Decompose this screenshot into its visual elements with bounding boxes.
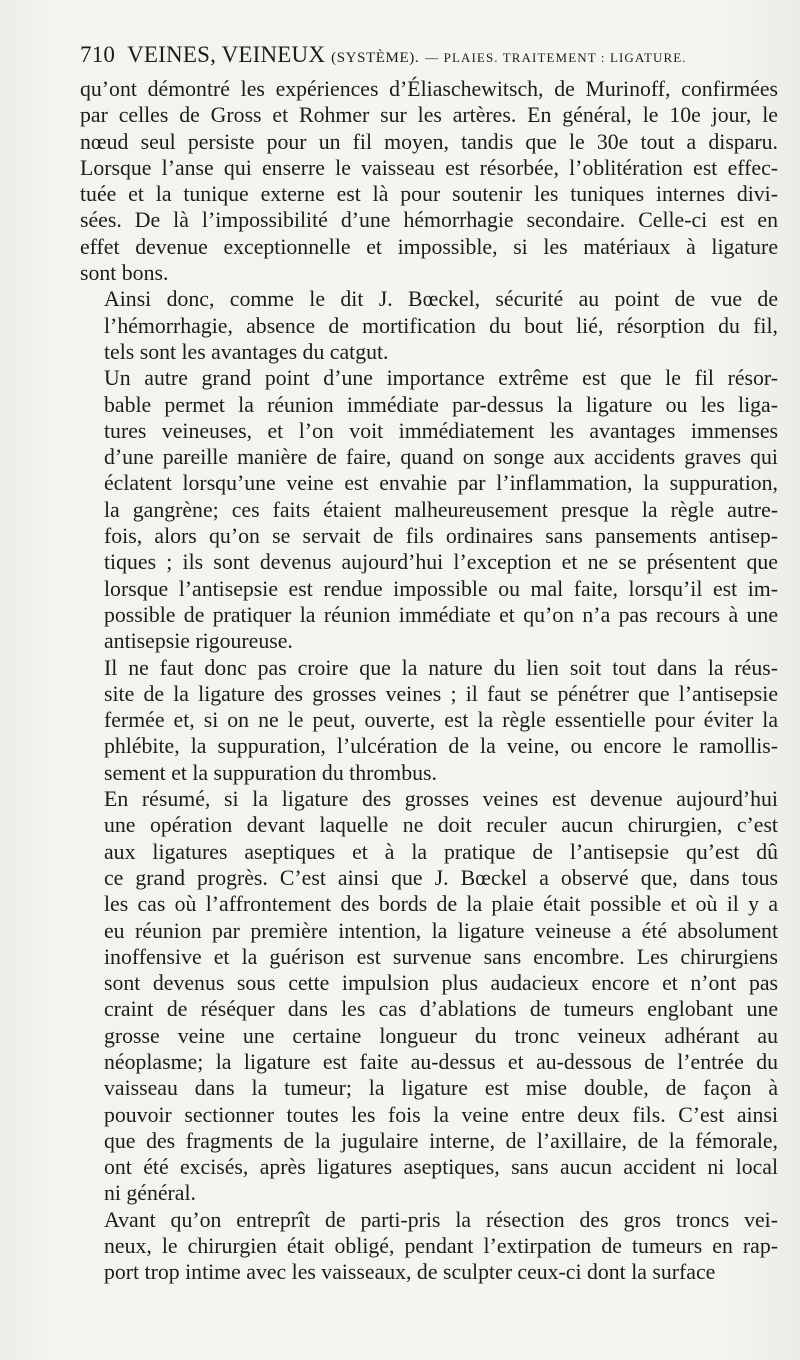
paragraph <box>80 786 778 1207</box>
text-line: phlébite, la suppuration, l’ulcération de la veine, ou encore le ramollis- <box>104 734 778 759</box>
body-text <box>80 76 778 1286</box>
text-line: tuée et la tunique externe est là pour soutenir les tuniques internes divi- <box>80 182 778 207</box>
text-line: bable permet la réunion immédiate par-dessus la ligature ou les liga- <box>104 392 778 417</box>
text-line: Lorsque l’anse qui enserre le vaisseau est résorbée, l’oblitération est effec- <box>80 155 778 180</box>
text-line: Il ne faut donc pas croire que la nature du lien soit tout dans la réus- <box>104 655 778 680</box>
text-line: En résumé, si la ligature des grosses veines est devenue aujourd’hui <box>104 787 778 812</box>
text-line: grosse veine une certaine longueur du tronc veineux adhérant au <box>104 1023 778 1048</box>
text-line: sées. De là l’impossibilité d’une hémorrhagie secondaire. Celle-ci est en <box>80 208 778 233</box>
text-line: d’une pareille manière de faire, quand on songe aux accidents graves qui <box>104 445 778 470</box>
text-line: tels sont les avantages du catgut. <box>104 339 389 364</box>
text-line: pouvoir sectionner toutes les fois la veine entre deux fils. C’est ainsi <box>104 1102 778 1127</box>
text-line: sont devenus sous cette impulsion plus audacieux encore et n’ont pas <box>104 971 778 996</box>
text-line: ce grand progrès. C’est ainsi que J. Bœckel a observé que, dans tous <box>104 865 778 890</box>
text-line: Ainsi donc, comme le dit J. Bœckel, sécurité au point de vue de <box>104 287 778 312</box>
text-line: craint de réséquer dans les cas d’ablations de tumeurs englobant une <box>104 997 778 1022</box>
text-line: antisepsie rigoureuse. <box>104 629 293 654</box>
text-line: éclatent lorsqu’une veine est envahie par l’inflammation, la suppuration, <box>104 471 778 496</box>
text-line: qu’ont démontré les expériences d’Éliaschewitsch, de Murinoff, confirmées <box>80 77 778 101</box>
paragraph <box>80 286 778 365</box>
text-line: sement et la suppuration du thrombus. <box>104 760 437 785</box>
text-line: lorsque l’antisepsie est rendue impossible ou mal faite, lorsqu’il est im- <box>104 576 778 601</box>
text-line: neux, le chirurgien était obligé, pendant l’extirpation de tumeurs en rap- <box>104 1234 778 1259</box>
text-line: eu réunion par première intention, la ligature veineuse a été absolument <box>104 918 778 943</box>
text-line: néoplasme; la ligature est faite au-dessus et au-dessous de l’entrée du <box>104 1049 778 1074</box>
text-line: tures veineuses, et l’on voit immédiatement les avantages immenses <box>104 418 778 443</box>
text-line: la gangrène; ces faits étaient malheureusement presque la règle autre- <box>104 497 778 522</box>
text-line: inoffensive et la guérison est survenue sans encombre. Les chirurgiens <box>104 944 778 969</box>
text-line: que des fragments de la jugulaire interne, de l’axillaire, de la fémorale, <box>104 1128 778 1153</box>
text-line: Un autre grand point d’une importance extrême est que le fil résor- <box>104 366 778 391</box>
paragraph <box>80 365 778 654</box>
text-line: Avant qu’on entreprît de parti-pris la résection des gros troncs vei- <box>104 1207 778 1232</box>
paragraph <box>80 76 778 286</box>
paragraph <box>80 1207 778 1286</box>
text-line: fois, alors qu’on se servait de fils ordinaires sans pansements antisep- <box>104 524 778 549</box>
text-line: sont bons. <box>80 261 169 286</box>
running-header <box>80 42 780 74</box>
text-line: l’hémorrhagie, absence de mortification du bout lié, résorption du fil, <box>104 313 778 338</box>
text-line: les cas où l’affrontement des bords de la plaie était possible et où il y a <box>104 892 778 917</box>
text-line: effet devenue exceptionnelle et impossible, si les matériaux à ligature <box>80 234 778 259</box>
text-line: possible de pratiquer la réunion immédiate et qu’on n’a pas recours à une <box>104 602 778 627</box>
header-system: (SYSTÈME). <box>331 50 420 66</box>
page-number: 710 <box>80 42 116 67</box>
text-line: site de la ligature des grosses veines ; il faut se pénétrer que l’antisepsie <box>104 681 778 706</box>
paragraph <box>80 655 778 786</box>
text-line: par celles de Gross et Rohmer sur les artères. En général, le 10e jour, le <box>80 103 778 128</box>
text-line: fermée et, si on ne le peut, ouverte, est la règle essentielle pour éviter la <box>104 708 778 733</box>
text-line: ont été excisés, après ligatures aseptiques, sans aucun accident ni local <box>104 1155 778 1180</box>
text-line: port trop intime avec les vaisseaux, de sculpter ceux-ci dont la surface <box>104 1260 716 1285</box>
text-line: aux ligatures aseptiques et à la pratique de l’antisepsie qu’est dû <box>104 839 778 864</box>
text-line: une opération devant laquelle ne doit reculer aucun chirurgien, c’est <box>104 813 778 838</box>
header-title: VEINES, VEINEUX <box>127 42 326 67</box>
text-line: ni général. <box>104 1181 196 1206</box>
header-subtitle: — PLAIES. TRAITEMENT : LIGATURE. <box>425 50 687 65</box>
text-line: vaisseau dans la tumeur; la ligature est mise double, de façon à <box>104 1076 778 1101</box>
text-line: tiques ; ils sont devenus aujourd’hui l’exception et ne se présentent que <box>104 550 778 575</box>
text-line: nœud seul persiste pour un fil moyen, tandis que le 30e tout a disparu. <box>80 129 778 154</box>
